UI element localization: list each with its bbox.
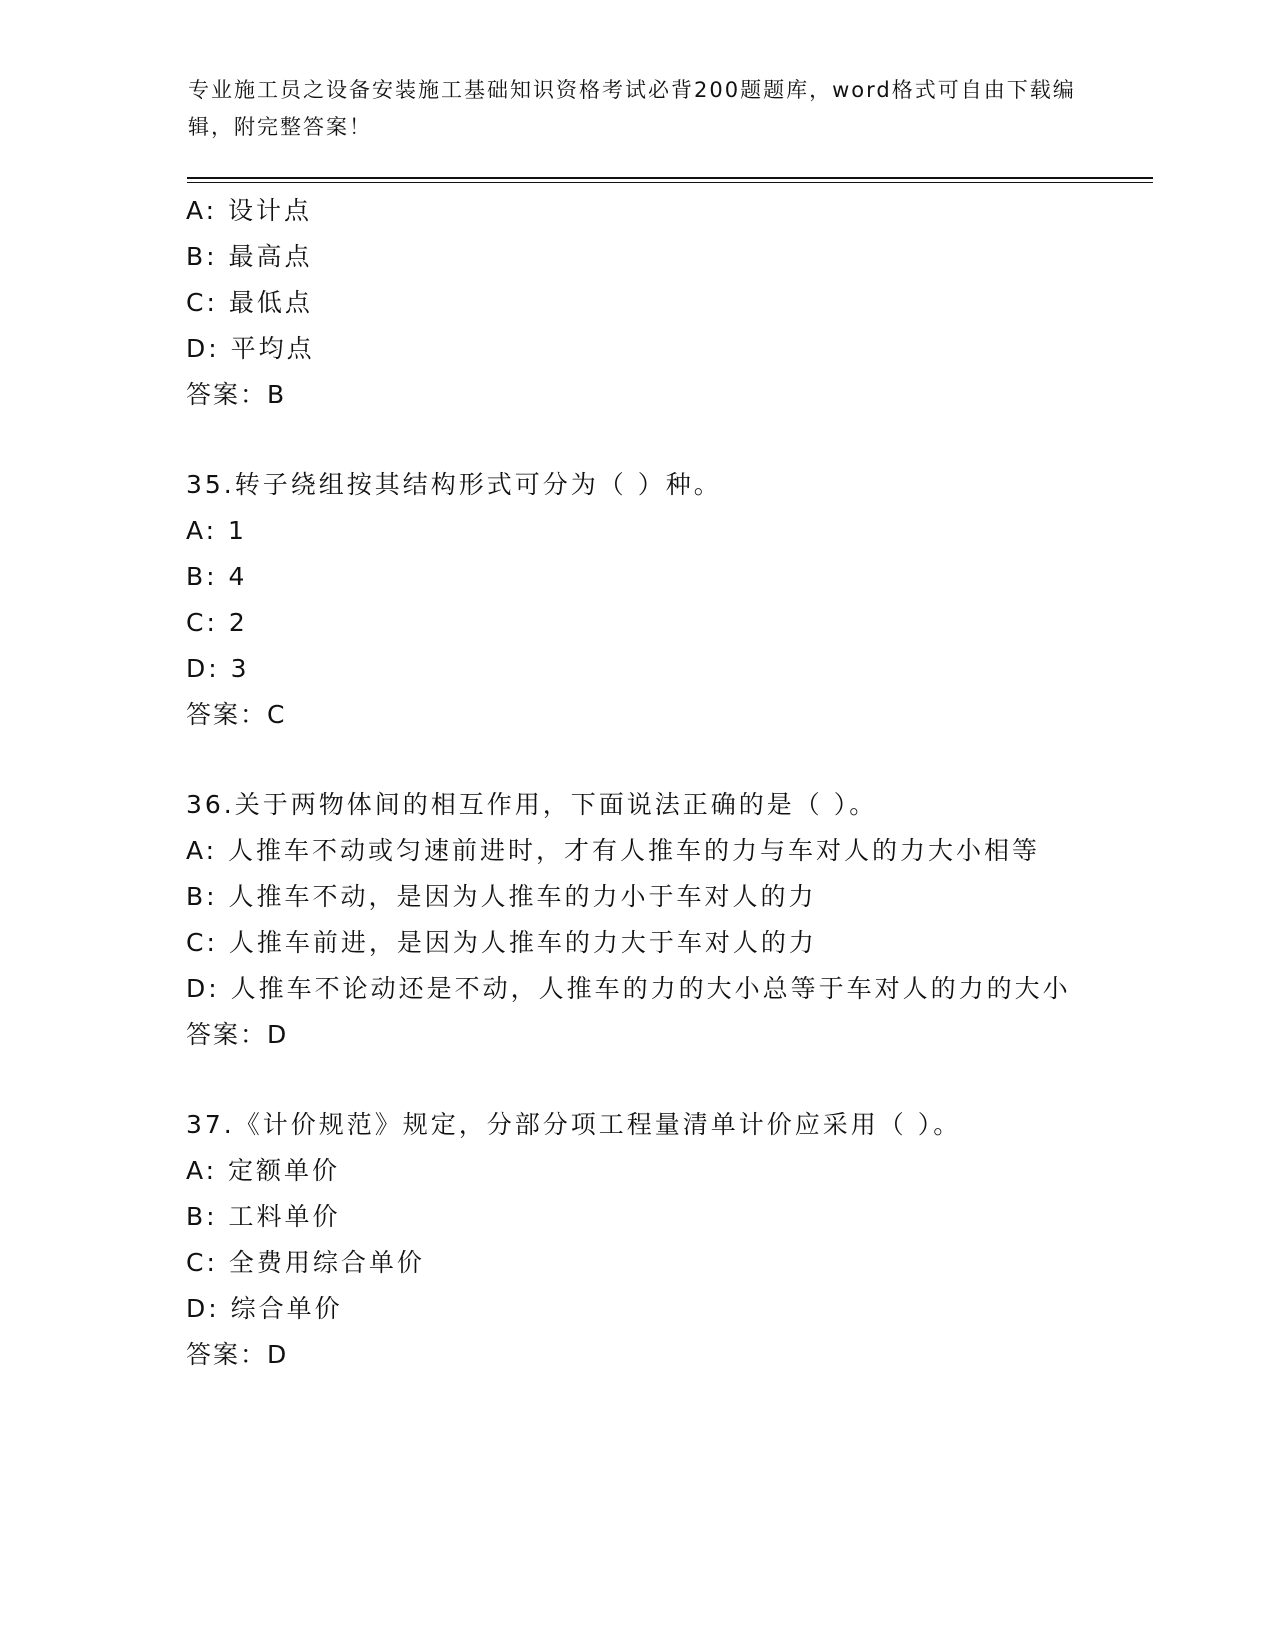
document-header: 专业施工员之设备安装施工基础知识资格考试必背200题题库，word格式可自由下载编辑，附完整答案！ <box>188 78 1076 139</box>
option-d: D: 综合单价 <box>186 1294 343 1323</box>
question-text: 36.关于两物体间的相互作用，下面说法正确的是（ ）。 <box>186 790 878 819</box>
option-a: A: 定额单价 <box>186 1156 341 1185</box>
spacer <box>186 418 1086 462</box>
option-a: A: 人推车不动或匀速前进时，才有人推车的力与车对人的力大小相等 <box>186 836 1041 865</box>
option-c: C: 全费用综合单价 <box>186 1248 425 1277</box>
option-a: A: 设计点 <box>186 196 313 225</box>
option-c: C: 人推车前进，是因为人推车的力大于车对人的力 <box>186 928 817 957</box>
question-37 <box>186 1102 1086 1378</box>
option-d: D: 平均点 <box>186 334 315 363</box>
header-divider-thick <box>187 177 1153 179</box>
answer: 答案：C <box>186 700 287 729</box>
header-divider-thin <box>187 182 1153 183</box>
answer: 答案：D <box>186 1340 289 1369</box>
question-text: 35.转子绕组按其结构形式可分为（ ）种。 <box>186 470 722 499</box>
option-b: B: 人推车不动，是因为人推车的力小于车对人的力 <box>186 882 817 911</box>
question-34 <box>186 188 1086 418</box>
spacer <box>186 1058 1086 1102</box>
option-b: B: 最高点 <box>186 242 313 271</box>
option-b: B: 4 <box>186 562 248 591</box>
question-list <box>186 188 1086 1378</box>
option-c: C: 2 <box>186 608 248 637</box>
spacer <box>186 738 1086 782</box>
question-35 <box>186 462 1086 738</box>
option-a: A: 1 <box>186 516 247 545</box>
question-text: 37.《计价规范》规定，分部分项工程量清单计价应采用（ ）。 <box>186 1110 962 1139</box>
option-d: D: 3 <box>186 654 250 683</box>
option-d: D: 人推车不论动还是不动，人推车的力的大小总等于车对人的力的大小 <box>186 974 1071 1003</box>
question-36 <box>186 782 1086 1058</box>
option-c: C: 最低点 <box>186 288 313 317</box>
answer: 答案：B <box>186 380 287 409</box>
answer: 答案：D <box>186 1020 289 1049</box>
option-b: B: 工料单价 <box>186 1202 341 1231</box>
